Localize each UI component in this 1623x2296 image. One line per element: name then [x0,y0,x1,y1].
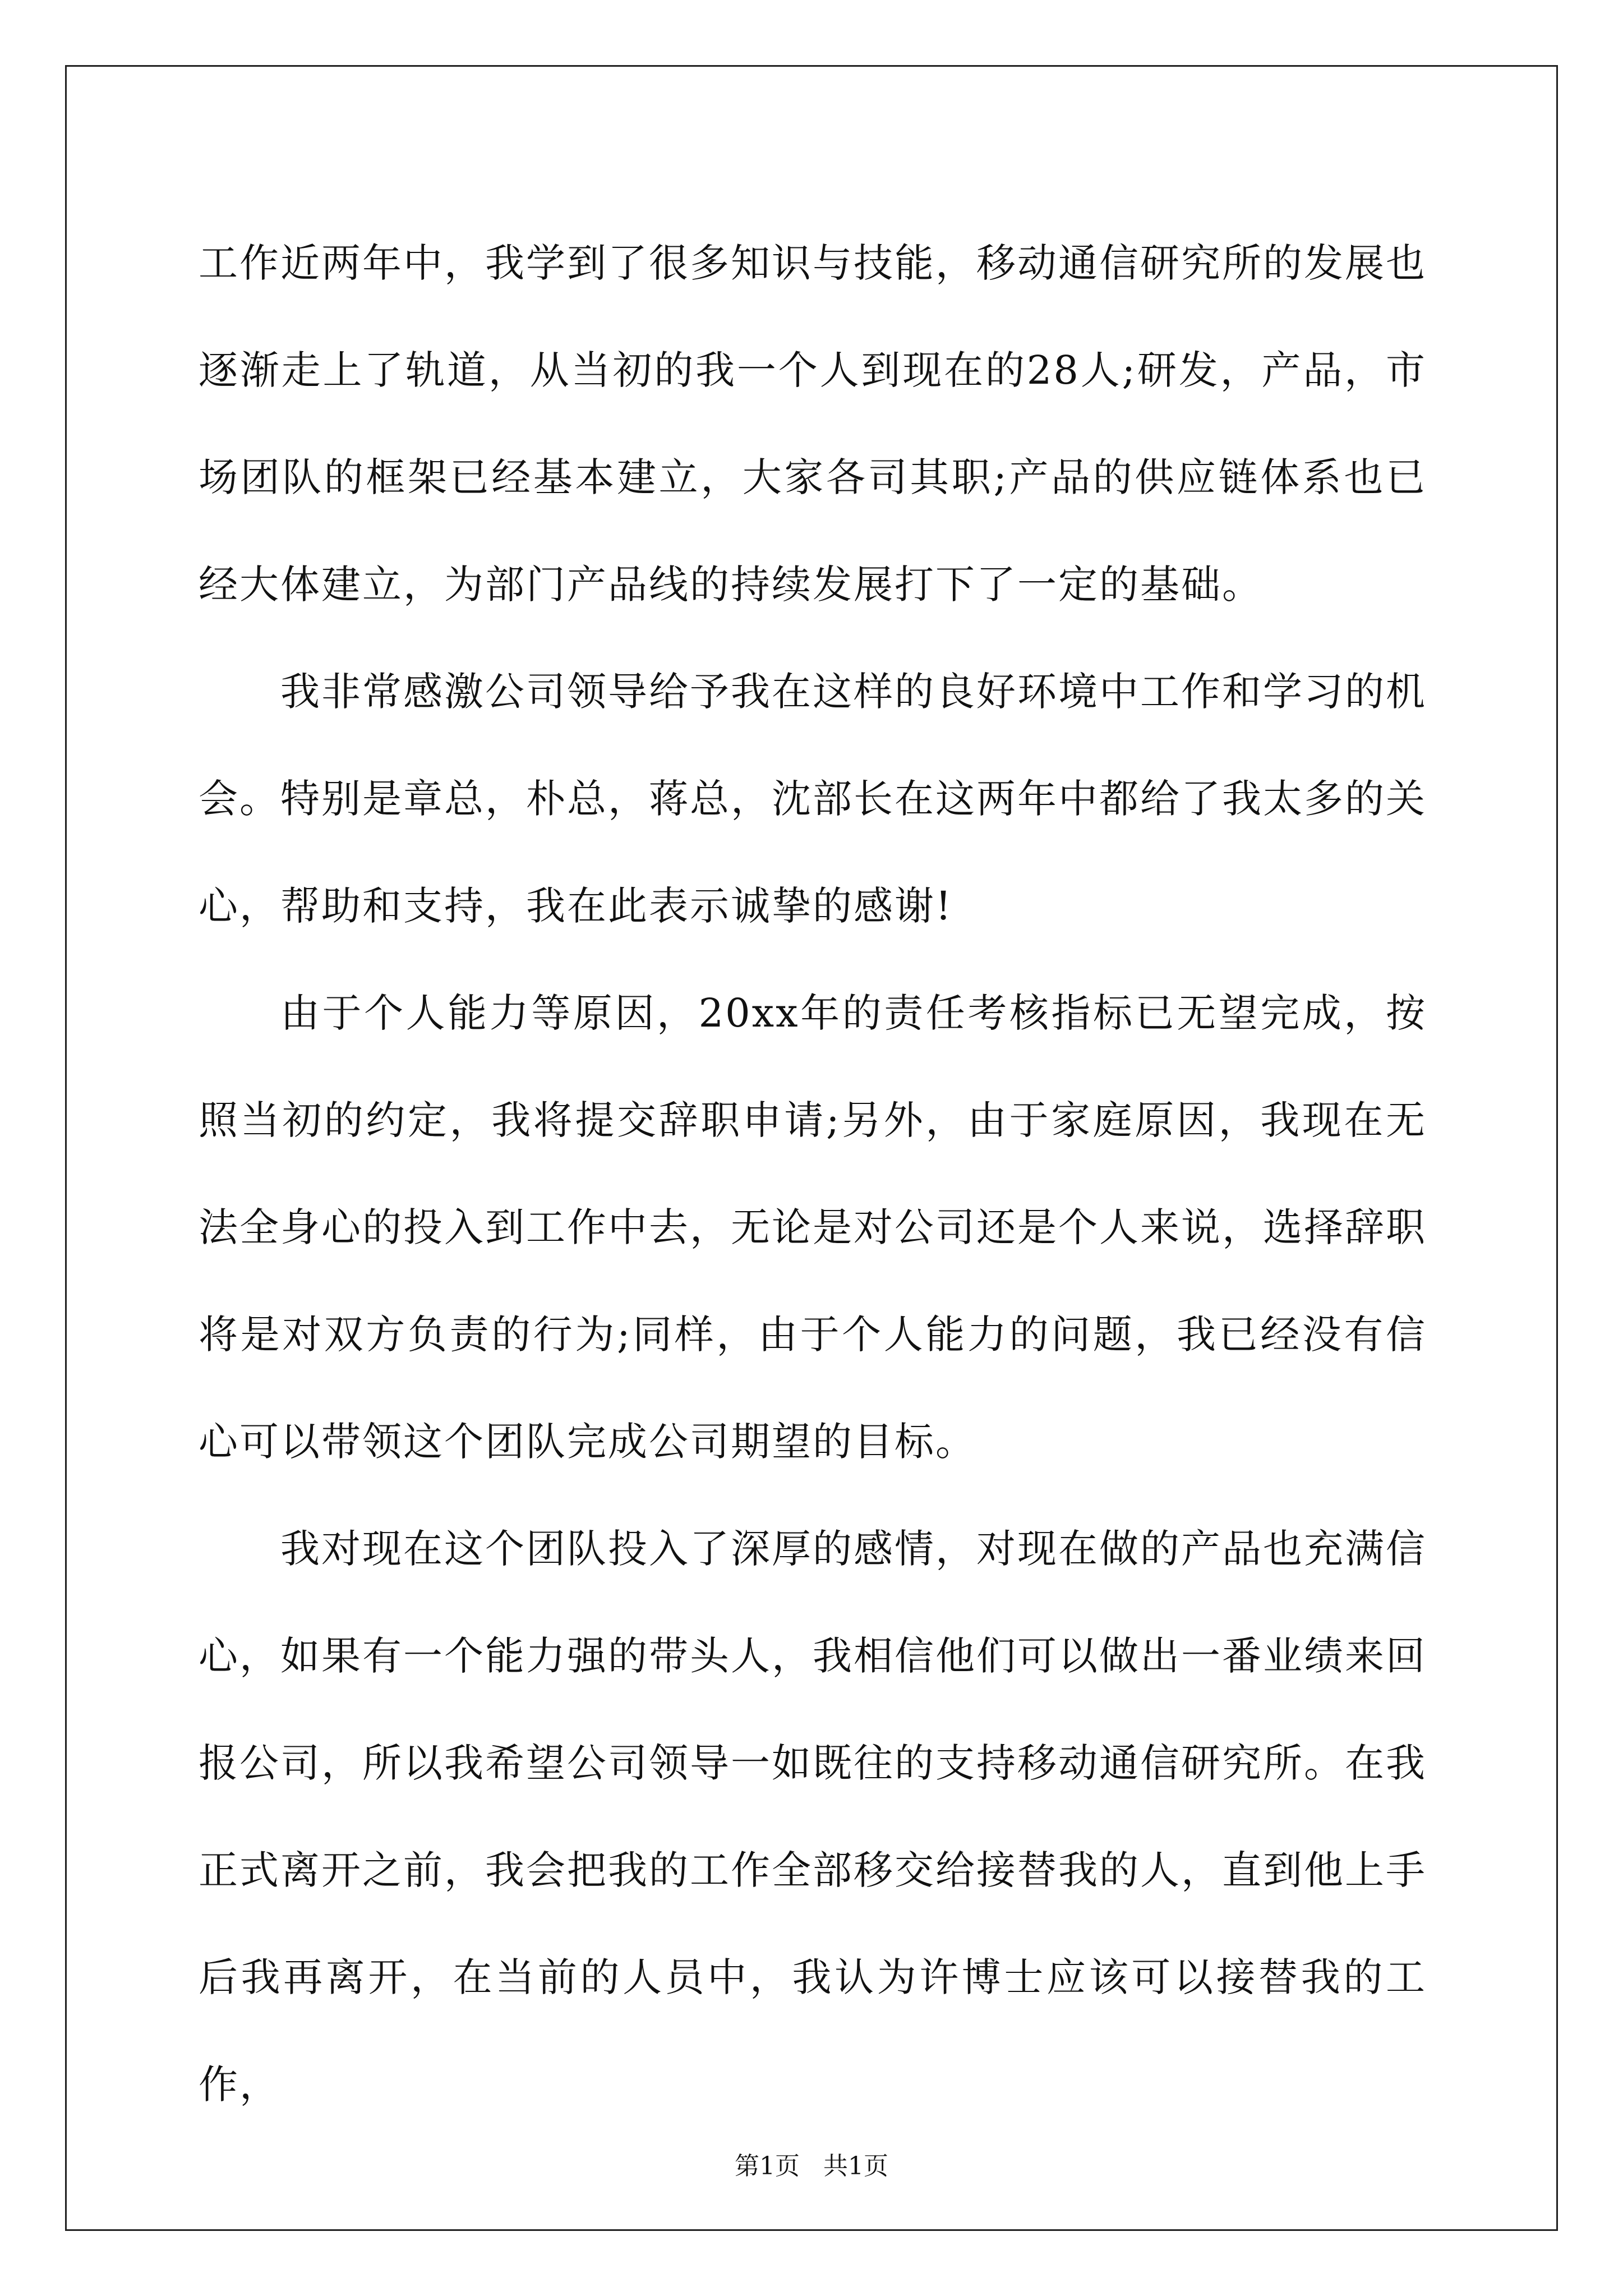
paragraph-3: 由于个人能力等原因，20xx年的责任考核指标已无望完成，按照当初的约定，我将提交辞职申请;另外，由于家庭原因，我现在无法全身心的投入到工作中去，无论是对公司还是个人来说，选择辞职将是对双方负责的行为;同样，由于个人能力的问题，我已经没有信心可以带领这个团队完成公司期望的目标。 [199,990,1427,1465]
document-body [199,210,1427,2138]
paragraph-4: 我对现在这个团队投入了深厚的感情，对现在做的产品也充满信心，如果有一个能力强的带头人，我相信他们可以做出一番业绩来回报公司，所以我希望公司领导一如既往的支持移动通信研究所。在我正式离开之前，我会把我的工作全部移交给接替我的人，直到他上手后我再离开，在当前的人员中，我认为许博士应该可以接替我的工作， [199,1526,1427,2108]
page-number-footer: 第1页 共1页 [735,2152,888,2180]
paragraph-1: 工作近两年中，我学到了很多知识与技能，移动通信研究所的发展也逐渐走上了轨道，从当初的我一个人到现在的28人;研发，产品，市场团队的框架已经基本建立，大家各司其职;产品的供应链体系也已经大体建立，为部门产品线的持续发展打下了一定的基础。 [199,240,1427,608]
paragraph-2: 我非常感激公司领导给予我在这样的良好环境中工作和学习的机会。特别是章总，朴总，蒋总，沈部长在这两年中都给了我太多的关心，帮助和支持，我在此表示诚挚的感谢! [199,669,1427,929]
